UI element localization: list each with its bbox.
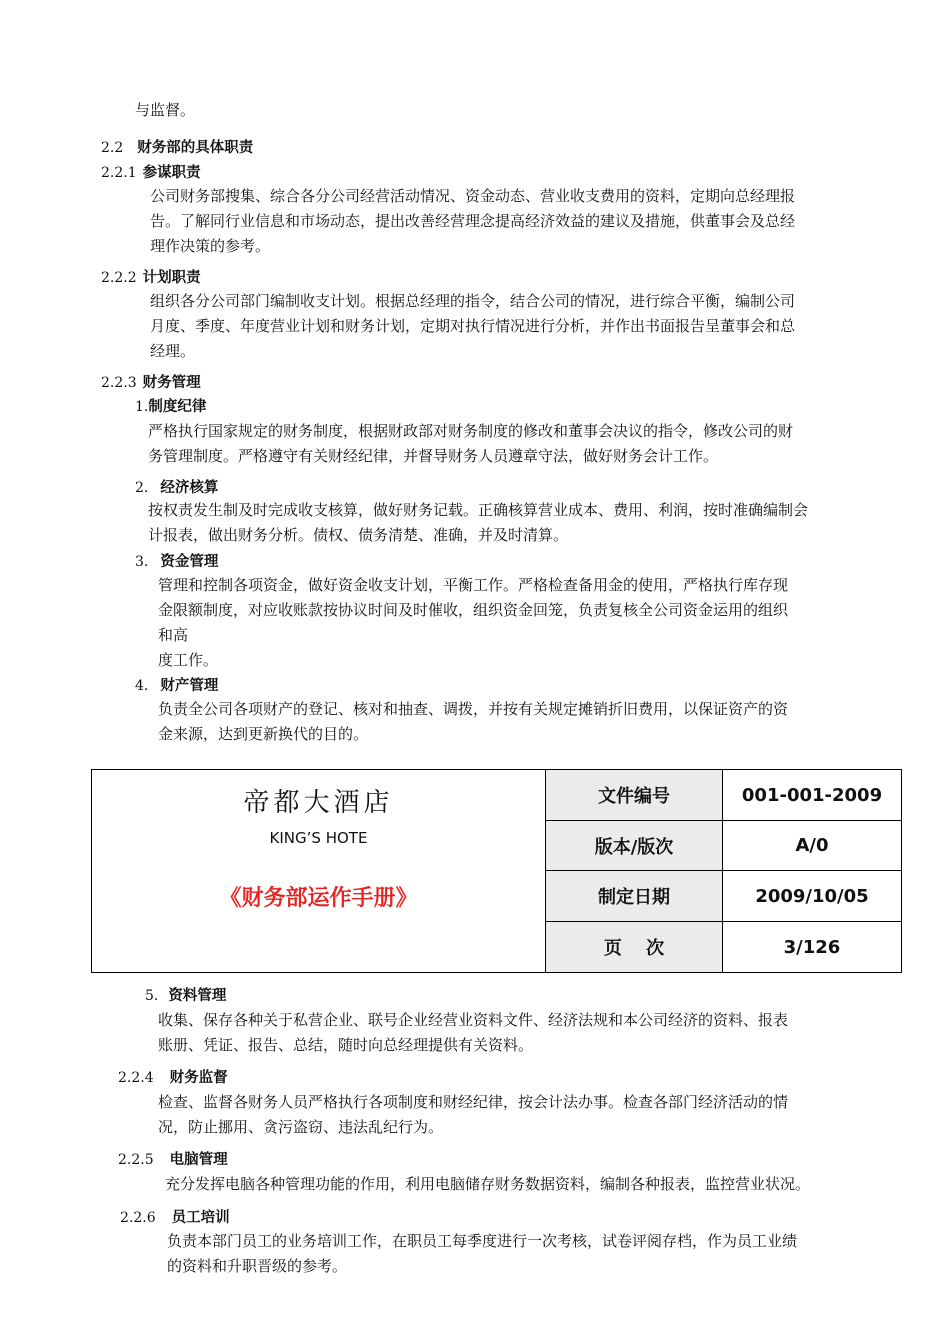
header-value-doc-no: 001-001-2009 xyxy=(723,770,902,821)
subitem-title: 资料管理 xyxy=(168,988,227,1004)
hotel-title-cell xyxy=(92,770,546,973)
paragraph-line: 月度、季度、年度营业计划和财务计划，定期对执行情况进行分析，并作出书面报告呈董事会和总 xyxy=(150,317,796,335)
paragraph-line: 经理。 xyxy=(150,342,196,360)
subitem-number: 5. xyxy=(145,988,159,1004)
paragraph-line: 和高 xyxy=(158,626,189,644)
paragraph-continuation: 与监督。 xyxy=(135,101,196,119)
subitem-title: 资金管理 xyxy=(160,554,219,570)
manual-title: 《财务部运作手册》 xyxy=(219,886,418,911)
subitem-heading xyxy=(145,986,226,1005)
header-value-version: A/0 xyxy=(723,821,902,871)
section-number: 2.2.5 xyxy=(118,1152,154,1168)
section-number: 2.2.2 xyxy=(101,270,137,286)
paragraph-line: 务管理制度。严格遵守有关财经纪律，并督导财务人员遵章守法，做好财务会计工作。 xyxy=(148,447,719,465)
section-number: 2.2.4 xyxy=(118,1070,154,1086)
paragraph-line: 况，防止挪用、贪污盗窃、违法乱纪行为。 xyxy=(158,1118,444,1136)
paragraph-line: 按权责发生制及时完成收支核算，做好财务记载。正确核算营业成本、费用、利润，按时准确编制会 xyxy=(148,501,809,519)
paragraph-line: 负责本部门员工的业务培训工作，在职员工每季度进行一次考核，试卷评阅存档，作为员工业绩 xyxy=(167,1232,798,1250)
paragraph-line: 计报表，做出财务分析。债权、债务清楚、准确，并及时清算。 xyxy=(148,526,569,544)
paragraph-line: 严格执行国家规定的财务制度，根据财政部对财务制度的修改和董事会决议的指令，修改公司的财 xyxy=(148,422,794,440)
section-title: 参谋职责 xyxy=(142,165,201,181)
section-title: 财务监督 xyxy=(169,1070,228,1086)
section-title: 计划职责 xyxy=(142,270,201,286)
section-title: 财务管理 xyxy=(142,375,201,391)
section-heading-2-2-6 xyxy=(120,1208,230,1227)
paragraph-line: 组织各分公司部门编制收支计划。根据总经理的指令，结合公司的情况，进行综合平衡，编制公司 xyxy=(150,292,796,310)
section-title: 电脑管理 xyxy=(169,1152,228,1168)
paragraph-line: 理作决策的参考。 xyxy=(150,237,271,255)
subitem-heading xyxy=(135,552,218,571)
paragraph-line: 度工作。 xyxy=(158,651,219,669)
subitem-title: 经济核算 xyxy=(160,480,219,496)
section-heading-2-2-1 xyxy=(101,163,201,182)
section-heading-2-2-5 xyxy=(118,1150,228,1169)
subitem-number: 4. xyxy=(135,678,149,694)
subitem-number: 3. xyxy=(135,554,149,570)
paragraph-line: 金来源，达到更新换代的目的。 xyxy=(158,725,369,743)
section-number: 2.2.6 xyxy=(120,1210,156,1226)
section-number: 2.2.1 xyxy=(101,165,137,181)
header-label-date: 制定日期 xyxy=(546,871,723,922)
section-number: 2.2.3 xyxy=(101,375,137,391)
section-heading-2-2 xyxy=(101,138,253,157)
header-label-doc-no: 文件编号 xyxy=(546,770,723,821)
subitem-heading xyxy=(135,397,206,416)
subitem-number: 2. xyxy=(135,480,149,496)
document-header-table xyxy=(91,769,902,973)
header-value-date: 2009/10/05 xyxy=(723,871,902,922)
paragraph-line: 告。了解同行业信息和市场动态，提出改善经营理念提高经济效益的建议及措施，供董事会及总经 xyxy=(150,212,796,230)
hotel-name-en: KING’S HOTE xyxy=(269,829,368,847)
header-label-page: 页 次 xyxy=(546,922,723,973)
section-title: 员工培训 xyxy=(171,1210,230,1226)
subitem-title: 制度纪律 xyxy=(148,399,207,415)
paragraph-line: 收集、保存各种关于私营企业、联号企业经营业资料文件、经济法规和本公司经济的资料、报表 xyxy=(158,1011,789,1029)
section-heading-2-2-3 xyxy=(101,373,201,392)
subitem-title: 财产管理 xyxy=(160,678,219,694)
header-value-page: 3/126 xyxy=(723,922,902,973)
paragraph-line: 检查、监督各财务人员严格执行各项制度和财经纪律，按会计法办事。检查各部门经济活动的情 xyxy=(158,1093,789,1111)
paragraph-line: 公司财务部搜集、综合各分公司经营活动情况、资金动态、营业收支费用的资料，定期向总经理报 xyxy=(150,187,796,205)
hotel-name-cn: 帝都大酒店 xyxy=(243,788,394,818)
subitem-heading xyxy=(135,676,218,695)
subitem-number: 1. xyxy=(135,399,149,415)
section-heading-2-2-2 xyxy=(101,268,201,287)
paragraph-line: 账册、凭证、报告、总结，随时向总经理提供有关资料。 xyxy=(158,1036,534,1054)
paragraph-line: 的资料和升职晋级的参考。 xyxy=(167,1257,348,1275)
section-number: 2.2 xyxy=(101,140,124,156)
paragraph-line: 金限额制度，对应收账款按协议时间及时催收，组织资金回笼，负责复核全公司资金运用的组织 xyxy=(158,601,789,619)
section-heading-2-2-4 xyxy=(118,1068,228,1087)
paragraph-line: 充分发挥电脑各种管理功能的作用，利用电脑储存财务数据资料，编制各种报表，监控营业状况。 xyxy=(165,1175,811,1193)
subitem-heading xyxy=(135,478,218,497)
section-title: 财务部的具体职责 xyxy=(137,140,254,156)
paragraph-line: 管理和控制各项资金，做好资金收支计划，平衡工作。严格检查备用金的使用，严格执行库存现 xyxy=(158,576,789,594)
paragraph-line: 负责全公司各项财产的登记、核对和抽查、调拨，并按有关规定摊销折旧费用，以保证资产的资 xyxy=(158,700,789,718)
header-label-version: 版本/版次 xyxy=(546,821,723,871)
